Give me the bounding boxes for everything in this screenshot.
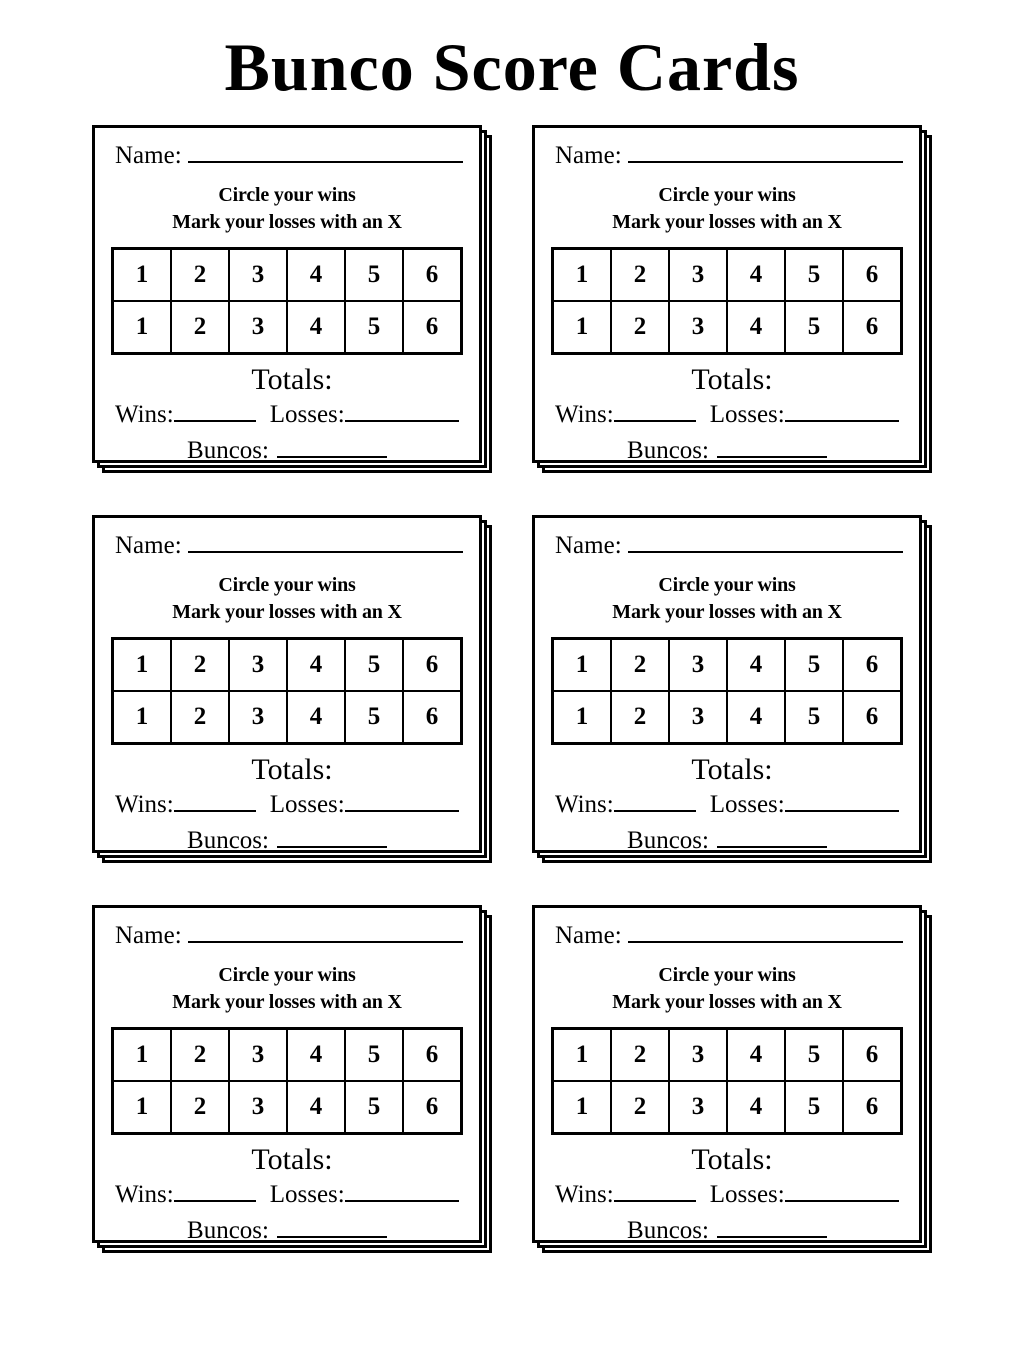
- card-body: [532, 125, 922, 463]
- buncos-label: Buncos:: [187, 437, 269, 465]
- number-cell[interactable]: 4: [287, 1029, 345, 1082]
- number-grid: [551, 1027, 903, 1135]
- wins-input-line[interactable]: [614, 1185, 696, 1202]
- name-label: Name:: [555, 532, 622, 560]
- number-cell[interactable]: 4: [727, 249, 785, 302]
- number-cell[interactable]: 6: [403, 1081, 462, 1134]
- number-cell[interactable]: 5: [785, 1029, 843, 1082]
- losses-label: Losses:: [709, 1181, 785, 1209]
- losses-label: Losses:: [709, 791, 785, 819]
- score-card: [92, 125, 492, 473]
- number-row-1: [113, 639, 462, 692]
- name-input-line[interactable]: [188, 925, 463, 943]
- number-cell[interactable]: 5: [785, 691, 843, 744]
- number-cell[interactable]: 6: [843, 249, 902, 302]
- number-cell[interactable]: 1: [113, 249, 172, 302]
- number-cell[interactable]: 5: [345, 249, 403, 302]
- number-cell[interactable]: 6: [843, 1029, 902, 1082]
- wins-input-line[interactable]: [174, 795, 256, 812]
- number-cell[interactable]: 5: [345, 1081, 403, 1134]
- number-cell[interactable]: 2: [171, 301, 229, 354]
- instruction-line-1: Circle your wins: [218, 184, 356, 207]
- number-cell[interactable]: 1: [113, 1081, 172, 1134]
- number-cell[interactable]: 6: [843, 691, 902, 744]
- instructions: [111, 572, 463, 625]
- card-body: [92, 515, 482, 853]
- score-card: [532, 905, 932, 1253]
- number-cell[interactable]: 4: [727, 1029, 785, 1082]
- buncos-row: [111, 827, 463, 855]
- number-cell[interactable]: 2: [171, 249, 229, 302]
- number-cell[interactable]: 5: [785, 301, 843, 354]
- name-row: [111, 142, 463, 170]
- number-cell[interactable]: 4: [727, 691, 785, 744]
- buncos-label: Buncos:: [627, 1217, 709, 1245]
- number-cell[interactable]: 1: [113, 639, 172, 692]
- number-cell[interactable]: 4: [287, 1081, 345, 1134]
- number-cell[interactable]: 2: [171, 639, 229, 692]
- number-cell[interactable]: 6: [403, 249, 462, 302]
- number-cell[interactable]: 3: [669, 1081, 727, 1134]
- wins-label: Wins:: [555, 1181, 614, 1209]
- name-input-line[interactable]: [628, 925, 903, 943]
- wins-input-line[interactable]: [614, 405, 696, 422]
- wins-losses-row: [551, 1181, 903, 1209]
- number-cell[interactable]: 3: [229, 639, 287, 692]
- card-body: [532, 515, 922, 853]
- wins-losses-row: [111, 1181, 463, 1209]
- buncos-input-line[interactable]: [277, 1221, 387, 1238]
- instructions: [551, 572, 903, 625]
- number-cell[interactable]: 1: [553, 691, 612, 744]
- number-cell[interactable]: 2: [611, 301, 669, 354]
- instruction-line-1: Circle your wins: [218, 574, 356, 597]
- instruction-line-2: Mark your losses with an X: [172, 990, 402, 1013]
- totals-label: Totals:: [691, 363, 773, 397]
- instruction-line-2: Mark your losses with an X: [172, 210, 402, 233]
- name-input-line[interactable]: [188, 145, 463, 163]
- number-cell[interactable]: 1: [113, 1029, 172, 1082]
- number-cell[interactable]: 3: [229, 691, 287, 744]
- wins-input-line[interactable]: [174, 405, 256, 422]
- number-grid: [551, 637, 903, 745]
- number-cell[interactable]: 2: [171, 691, 229, 744]
- instructions: [111, 962, 463, 1015]
- number-cell[interactable]: 4: [287, 691, 345, 744]
- number-row-1: [113, 1029, 462, 1082]
- number-row-1: [553, 249, 902, 302]
- instruction-line-2: Mark your losses with an X: [612, 600, 842, 623]
- number-cell[interactable]: 1: [113, 301, 172, 354]
- name-row: [551, 922, 903, 950]
- instruction-line-1: Circle your wins: [658, 964, 796, 987]
- wins-losses-row: [551, 791, 903, 819]
- losses-input-line[interactable]: [345, 1185, 459, 1202]
- number-cell[interactable]: 3: [669, 691, 727, 744]
- number-cell[interactable]: 1: [113, 691, 172, 744]
- instruction-line-1: Circle your wins: [218, 964, 356, 987]
- buncos-input-line[interactable]: [277, 831, 387, 848]
- name-label: Name:: [555, 922, 622, 950]
- name-row: [551, 142, 903, 170]
- number-cell[interactable]: 6: [403, 691, 462, 744]
- number-cell[interactable]: 6: [843, 639, 902, 692]
- number-cell[interactable]: 6: [403, 639, 462, 692]
- instruction-line-2: Mark your losses with an X: [612, 990, 842, 1013]
- number-cell[interactable]: 1: [553, 249, 612, 302]
- number-row-2: [113, 691, 462, 744]
- wins-input-line[interactable]: [614, 795, 696, 812]
- instruction-line-1: Circle your wins: [658, 574, 796, 597]
- buncos-input-line[interactable]: [717, 441, 827, 458]
- number-cell[interactable]: 5: [785, 1081, 843, 1134]
- buncos-label: Buncos:: [187, 827, 269, 855]
- number-row-1: [553, 1029, 902, 1082]
- losses-input-line[interactable]: [785, 795, 899, 812]
- losses-label: Losses:: [709, 401, 785, 429]
- number-cell[interactable]: 5: [785, 639, 843, 692]
- instruction-line-2: Mark your losses with an X: [172, 600, 402, 623]
- number-row-2: [113, 1081, 462, 1134]
- number-cell[interactable]: 6: [843, 1081, 902, 1134]
- wins-losses-row: [111, 791, 463, 819]
- number-grid: [111, 1027, 463, 1135]
- number-cell[interactable]: 5: [785, 249, 843, 302]
- wins-input-line[interactable]: [174, 1185, 256, 1202]
- buncos-label: Buncos:: [627, 437, 709, 465]
- losses-label: Losses:: [269, 401, 345, 429]
- number-cell[interactable]: 2: [611, 249, 669, 302]
- number-cell[interactable]: 6: [403, 301, 462, 354]
- number-row-2: [553, 1081, 902, 1134]
- name-row: [111, 532, 463, 560]
- wins-label: Wins:: [115, 401, 174, 429]
- buncos-row: [551, 827, 903, 855]
- totals-label: Totals:: [691, 753, 773, 787]
- number-grid: [111, 637, 463, 745]
- buncos-row: [551, 1217, 903, 1245]
- losses-input-line[interactable]: [345, 795, 459, 812]
- number-cell[interactable]: 3: [229, 1029, 287, 1082]
- number-cell[interactable]: 3: [669, 301, 727, 354]
- name-input-line[interactable]: [188, 535, 463, 553]
- name-label: Name:: [115, 922, 182, 950]
- wins-label: Wins:: [115, 791, 174, 819]
- losses-input-line[interactable]: [785, 405, 899, 422]
- number-cell[interactable]: 4: [287, 301, 345, 354]
- number-row-2: [113, 301, 462, 354]
- totals-label: Totals:: [691, 1143, 773, 1177]
- totals-label: Totals:: [251, 1143, 333, 1177]
- card-body: [532, 905, 922, 1243]
- number-cell[interactable]: 4: [287, 249, 345, 302]
- losses-input-line[interactable]: [785, 1185, 899, 1202]
- number-cell[interactable]: 2: [611, 1081, 669, 1134]
- buncos-row: [551, 437, 903, 465]
- instructions: [111, 182, 463, 235]
- name-row: [551, 532, 903, 560]
- number-cell[interactable]: 4: [727, 639, 785, 692]
- number-cell[interactable]: 2: [171, 1029, 229, 1082]
- score-cards-grid: [92, 125, 932, 1253]
- score-card: [532, 125, 932, 473]
- losses-label: Losses:: [269, 791, 345, 819]
- buncos-label: Buncos:: [627, 827, 709, 855]
- buncos-label: Buncos:: [187, 1217, 269, 1245]
- wins-losses-row: [551, 401, 903, 429]
- number-cell[interactable]: 1: [553, 1081, 612, 1134]
- number-cell[interactable]: 5: [345, 639, 403, 692]
- number-cell[interactable]: 3: [669, 249, 727, 302]
- name-input-line[interactable]: [628, 535, 903, 553]
- number-grid: [551, 247, 903, 355]
- number-cell[interactable]: 1: [553, 301, 612, 354]
- number-cell[interactable]: 2: [611, 691, 669, 744]
- buncos-row: [111, 437, 463, 465]
- number-cell[interactable]: 6: [843, 301, 902, 354]
- number-cell[interactable]: 3: [229, 1081, 287, 1134]
- number-grid: [111, 247, 463, 355]
- buncos-input-line[interactable]: [717, 1221, 827, 1238]
- number-cell[interactable]: 3: [229, 301, 287, 354]
- number-cell[interactable]: 2: [171, 1081, 229, 1134]
- score-card: [532, 515, 932, 863]
- number-cell[interactable]: 4: [727, 1081, 785, 1134]
- number-cell[interactable]: 5: [345, 1029, 403, 1082]
- number-cell[interactable]: 4: [287, 639, 345, 692]
- number-cell[interactable]: 2: [611, 1029, 669, 1082]
- number-cell[interactable]: 4: [727, 301, 785, 354]
- buncos-row: [111, 1217, 463, 1245]
- page-title: Bunco Score Cards: [224, 29, 800, 105]
- card-body: [92, 125, 482, 463]
- wins-label: Wins:: [555, 791, 614, 819]
- instructions: [551, 182, 903, 235]
- buncos-input-line[interactable]: [717, 831, 827, 848]
- losses-input-line[interactable]: [345, 405, 459, 422]
- totals-label: Totals:: [251, 363, 333, 397]
- number-cell[interactable]: 1: [553, 1029, 612, 1082]
- name-label: Name:: [115, 142, 182, 170]
- buncos-input-line[interactable]: [277, 441, 387, 458]
- number-cell[interactable]: 3: [669, 1029, 727, 1082]
- name-row: [111, 922, 463, 950]
- number-cell[interactable]: 6: [403, 1029, 462, 1082]
- wins-losses-row: [111, 401, 463, 429]
- number-row-1: [113, 249, 462, 302]
- number-cell[interactable]: 1: [553, 639, 612, 692]
- number-cell[interactable]: 3: [229, 249, 287, 302]
- number-row-1: [553, 639, 902, 692]
- number-cell[interactable]: 5: [345, 301, 403, 354]
- number-cell[interactable]: 3: [669, 639, 727, 692]
- card-body: [92, 905, 482, 1243]
- number-cell[interactable]: 2: [611, 639, 669, 692]
- instructions: [551, 962, 903, 1015]
- number-row-2: [553, 691, 902, 744]
- instruction-line-2: Mark your losses with an X: [612, 210, 842, 233]
- name-label: Name:: [555, 142, 622, 170]
- wins-label: Wins:: [555, 401, 614, 429]
- score-card: [92, 905, 492, 1253]
- name-label: Name:: [115, 532, 182, 560]
- number-row-2: [553, 301, 902, 354]
- totals-label: Totals:: [251, 753, 333, 787]
- losses-label: Losses:: [269, 1181, 345, 1209]
- instruction-line-1: Circle your wins: [658, 184, 796, 207]
- wins-label: Wins:: [115, 1181, 174, 1209]
- score-card: [92, 515, 492, 863]
- name-input-line[interactable]: [628, 145, 903, 163]
- number-cell[interactable]: 5: [345, 691, 403, 744]
